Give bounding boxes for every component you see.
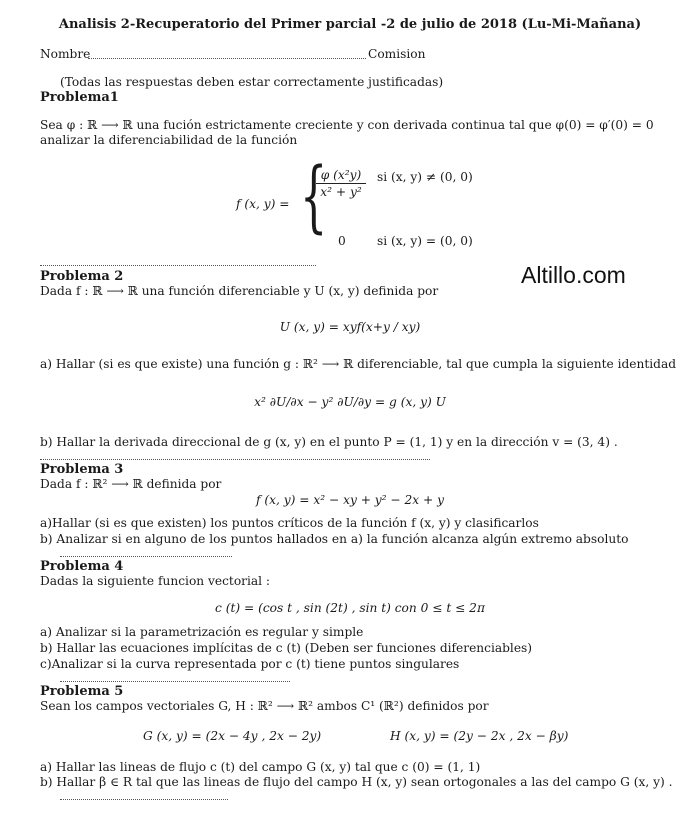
nombre-line bbox=[88, 58, 366, 59]
nombre-label: Nombre bbox=[40, 47, 91, 61]
instructions-note: (Todas las respuestas deben estar correctamente justificadas) bbox=[60, 75, 444, 89]
separator-2 bbox=[40, 459, 430, 460]
problem-4-part-b: b) Hallar las ecuaciones implícitas de c (t) (Deben ser funciones diferenciables) bbox=[40, 641, 533, 655]
problem-5-field-h: H (x, y) = (2y − 2x , 2x − βy) bbox=[390, 729, 569, 743]
problem-5-part-b: b) Hallar β ∈ R tal que las lineas de flujo del campo H (x, y) sean ortogonales a las del campo G (x, y) . bbox=[40, 775, 673, 789]
problem-1-heading: Problema1 bbox=[40, 90, 119, 105]
separator-3 bbox=[60, 556, 232, 557]
problem-2-heading: Problema 2 bbox=[40, 269, 124, 284]
problem-2-identity: x² ∂U/∂x − y² ∂U/∂y = g (x, y) U bbox=[254, 395, 446, 409]
separator-4 bbox=[60, 681, 290, 682]
problem-4-part-c: c)Analizar si la curva representada por c (t) tiene puntos singulares bbox=[40, 657, 460, 671]
separator-1 bbox=[40, 265, 316, 266]
piecewise-brace: { bbox=[300, 152, 328, 242]
problem-3-heading: Problema 3 bbox=[40, 462, 124, 477]
problem-5-part-a: a) Hallar las lineas de flujo c (t) del campo G (x, y) tal que c (0) = (1, 1) bbox=[40, 760, 481, 774]
problem-4-equation: c (t) = (cos t , sin (2t) , sin t) con 0 ≤ t ≤ 2π bbox=[215, 601, 485, 615]
case1-fraction-bar bbox=[316, 183, 366, 184]
exam-title: Analisis 2-Recuperatorio del Primer parcial -2 de julio de 2018 (Lu-Mi-Mañana) bbox=[58, 17, 642, 32]
problem-1-intro: Sea φ : ℝ ⟶ ℝ una fución estrictamente creciente y con derivada continua tal que φ(0) = φ′(0) = 0 bbox=[40, 118, 654, 132]
case1-numerator: φ (x²y) bbox=[320, 168, 362, 182]
problem-2-part-a: a) Hallar (si es que existe) una función g : ℝ² ⟶ ℝ diferenciable, tal que cumpla la siguiente identidad bbox=[40, 357, 677, 371]
separator-5 bbox=[60, 799, 228, 800]
problem-4-intro: Dadas la siguiente funcion vectorial : bbox=[40, 574, 271, 588]
problem-5-heading: Problema 5 bbox=[40, 684, 124, 699]
problem-3-equation: f (x, y) = x² − xy + y² − 2x + y bbox=[255, 493, 444, 507]
problem-5-field-g: G (x, y) = (2x − 4y , 2x − 2y) bbox=[143, 729, 322, 743]
comision-label: Comision bbox=[368, 47, 426, 61]
problem-3-part-a: a)Hallar (si es que existen) los puntos críticos de la función f (x, y) y clasificarlos bbox=[40, 516, 539, 530]
problem-3-intro: Dada f : ℝ² ⟶ ℝ definida por bbox=[40, 477, 222, 491]
problem-2-equation: U (x, y) = xyf(x+y / xy) bbox=[279, 320, 421, 334]
case1-denominator: x² + y² bbox=[320, 185, 362, 199]
problem-2-intro: Dada f : ℝ ⟶ ℝ una función diferenciable y U (x, y) definida por bbox=[40, 284, 439, 298]
altillo-watermark: Altillo.com bbox=[521, 262, 626, 288]
problem-2-part-b: b) Hallar la derivada direccional de g (x, y) en el punto P = (1, 1) y en la dirección v = (3, 4) . bbox=[40, 435, 618, 449]
problem-1-line2: analizar la diferenciabilidad de la función bbox=[40, 133, 298, 147]
problem-5-intro: Sean los campos vectoriales G, H : ℝ² ⟶ ℝ² ambos C¹ (ℝ²) definidos por bbox=[40, 699, 489, 713]
problem-3-part-b: b) Analizar si en alguno de los puntos hallados en a) la función alcanza algún extremo absoluto bbox=[40, 532, 629, 546]
case2-condition: si (x, y) = (0, 0) bbox=[377, 234, 473, 248]
problem-1-f-lhs: f (x, y) = bbox=[236, 197, 290, 211]
case1-condition: si (x, y) ≠ (0, 0) bbox=[377, 170, 473, 184]
case2-value: 0 bbox=[338, 234, 346, 248]
problem-4-part-a: a) Analizar si la parametrización es regular y simple bbox=[40, 625, 364, 639]
problem-4-heading: Problema 4 bbox=[40, 559, 124, 574]
